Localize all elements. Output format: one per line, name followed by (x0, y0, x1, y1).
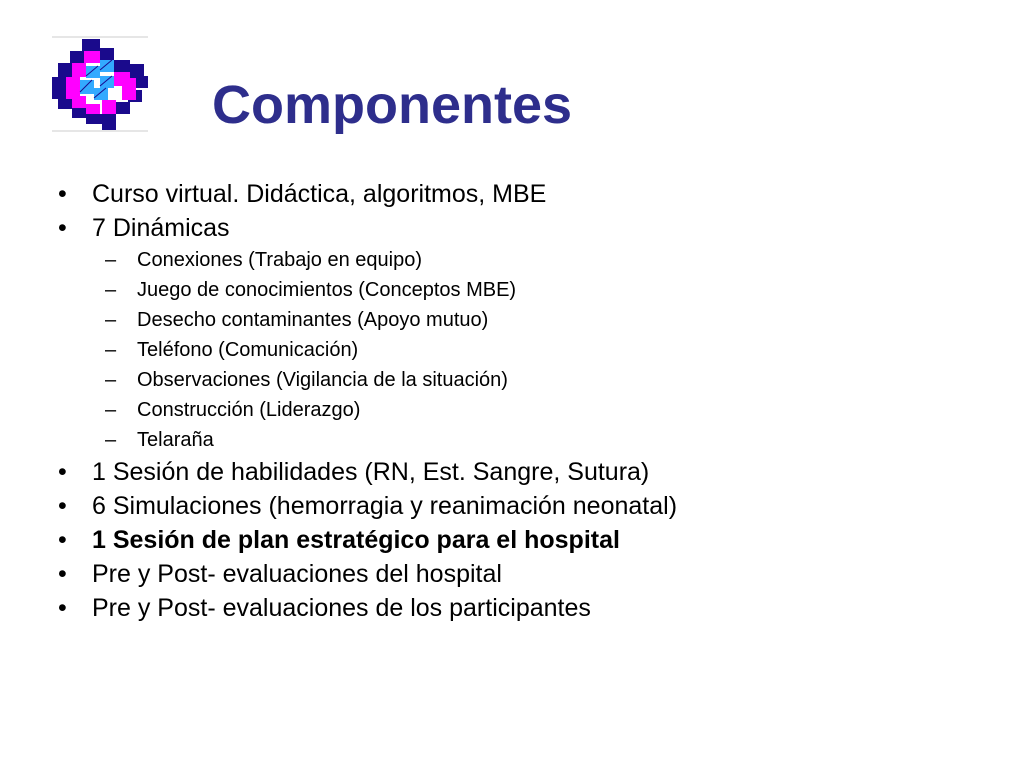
bullet-item-text: 1 Sesión de habilidades (RN, Est. Sangre, Sutura) (92, 458, 650, 486)
bullet-icon: • (58, 594, 67, 622)
bullet-item-text: Pre y Post- evaluaciones del hospital (92, 560, 502, 588)
bullet-icon: • (58, 180, 67, 208)
sub-bullet-item-text: Juego de conocimientos (Conceptos MBE) (137, 279, 517, 301)
bullet-item (58, 455, 998, 489)
bullet-item (58, 591, 998, 625)
bullet-icon: • (58, 492, 67, 520)
bullet-icon: • (58, 214, 67, 242)
sub-bullet-item (58, 365, 998, 395)
dash-icon: – (105, 339, 117, 361)
sub-bullet-item-text: Desecho contaminantes (Apoyo mutuo) (137, 309, 489, 331)
bullet-item (58, 177, 998, 211)
bullet-icon: • (58, 526, 67, 554)
dash-icon: – (105, 309, 117, 331)
sub-bullet-item-text: Construcción (Liderazgo) (137, 399, 361, 421)
sub-bullet-item (58, 275, 998, 305)
pixel-diamond-logo-icon (52, 36, 148, 132)
bullet-item (58, 557, 998, 591)
sub-bullet-item (58, 425, 998, 455)
bullet-item (58, 211, 998, 245)
dash-icon: – (105, 369, 117, 391)
sub-bullet-item-text: Teléfono (Comunicación) (137, 339, 359, 361)
sub-bullet-item (58, 245, 998, 275)
bullet-icon: • (58, 560, 67, 588)
bullet-item-text: Pre y Post- evaluaciones de los participantes (92, 594, 591, 622)
sub-bullet-item-text: Conexiones (Trabajo en equipo) (137, 249, 422, 271)
bullet-item-text: 6 Simulaciones (hemorragia y reanimación neonatal) (92, 492, 678, 520)
dash-icon: – (105, 279, 117, 301)
dash-icon: – (105, 399, 117, 421)
bullet-item (58, 523, 998, 557)
bullet-icon: • (58, 458, 67, 486)
dash-icon: – (105, 429, 117, 451)
bullet-item-text: Curso virtual. Didáctica, algoritmos, MBE (92, 180, 547, 208)
dash-icon: – (105, 249, 117, 271)
sub-bullet-item (58, 305, 998, 335)
bullet-list (58, 177, 998, 625)
sub-bullet-item-text: Telaraña (137, 429, 214, 451)
bullet-item-text: 7 Dinámicas (92, 214, 230, 242)
bullet-item (58, 489, 998, 523)
bullet-item-text: 1 Sesión de plan estratégico para el hospital (92, 526, 620, 554)
slide-title: Componentes (212, 75, 573, 135)
sub-bullet-item-text: Observaciones (Vigilancia de la situación) (137, 369, 508, 391)
sub-bullet-item (58, 395, 998, 425)
sub-bullet-item (58, 335, 998, 365)
